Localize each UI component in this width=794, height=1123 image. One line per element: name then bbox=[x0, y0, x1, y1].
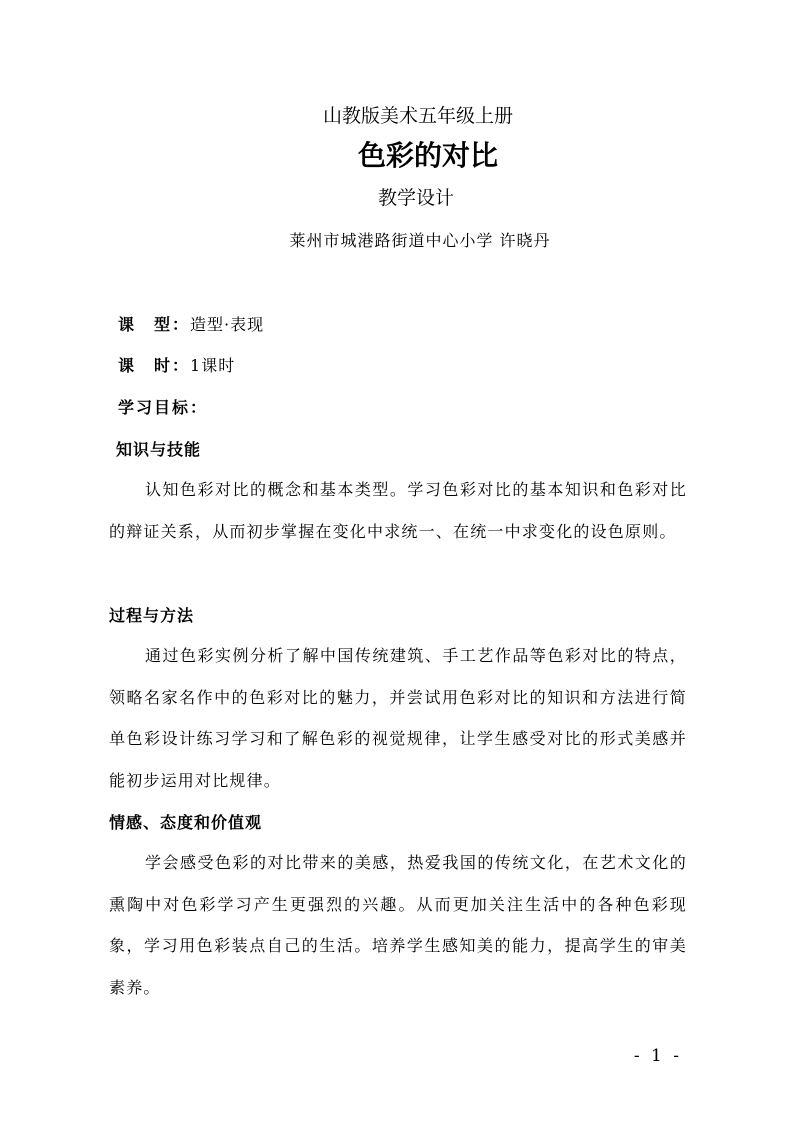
lesson-period-label: 课 时： bbox=[118, 356, 191, 375]
lesson-period-value: 1课时 bbox=[190, 356, 236, 375]
lesson-title: 色彩的对比 bbox=[357, 139, 498, 172]
textbook-subtitle: 山教版美术五年级上册 bbox=[322, 105, 513, 127]
objectives-label: 学习目标： bbox=[118, 398, 209, 417]
section-body-process: 通过色彩实例分析了解中国传统建筑、手工艺作品等色彩对比的特点，领略名家名作中的色彩对比的魅力，并尝试用色彩对比的知识和方法进行简单色彩设计练习学习和了解色彩的视觉规律，让学生感受对比的形式美感并能初步运用对比规律。 bbox=[109, 646, 687, 790]
lesson-period-field bbox=[118, 353, 235, 376]
lesson-type-value: 造型·表现 bbox=[190, 315, 265, 334]
page-number: - 1 - bbox=[633, 1046, 682, 1066]
section-body-emotion: 学会感受色彩的对比带来的美感，热爱我国的传统文化，在艺术文化的熏陶中对色彩学习产生更强烈的兴趣。从而更加关注生活中的各种色彩现象，学习用色彩装点自己的生活。培养学生感知美的能力，提高学生的审美素养。 bbox=[109, 853, 687, 997]
objectives-field bbox=[118, 395, 208, 418]
section-body-knowledge: 认知色彩对比的概念和基本类型。学习色彩对比的基本知识和色彩对比的辩证关系，从而初步掌握在变化中求统一、在统一中求变化的设色原则。 bbox=[109, 480, 687, 541]
lesson-type-label: 课 型： bbox=[118, 315, 191, 334]
lesson-type-field bbox=[118, 312, 264, 335]
section-heading-knowledge: 知识与技能 bbox=[116, 440, 202, 459]
section-heading-process: 过程与方法 bbox=[109, 606, 195, 625]
section-heading-emotion: 情感、态度和价值观 bbox=[109, 813, 263, 832]
document-type: 教学设计 bbox=[377, 187, 454, 209]
author-line: 莱州市城港路街道中心小学 许晓丹 bbox=[289, 231, 551, 250]
